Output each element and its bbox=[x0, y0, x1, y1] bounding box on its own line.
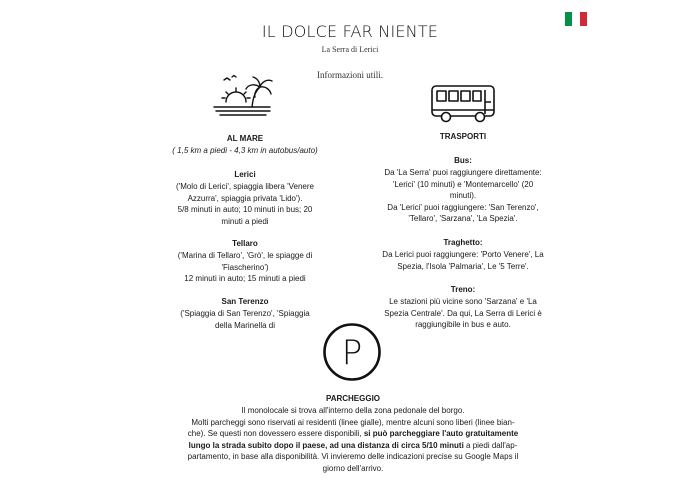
parcheggio-section bbox=[178, 393, 528, 483]
tellaro-line: ('Marina di Tellaro', 'Grò', le spiagge di bbox=[177, 251, 313, 260]
traghetto-heading: Traghetto: bbox=[443, 238, 483, 247]
intro-text: Informazioni utili. bbox=[317, 70, 383, 80]
traghetto-line: Da Lerici puoi raggiungere: 'Porto Venere', La bbox=[382, 250, 544, 259]
parcheggio-heading: PARCHEGGIO bbox=[325, 394, 381, 403]
traghetto-line: Spezia, l'Isola 'Palmaria', Le '5 Terre'. bbox=[397, 261, 529, 271]
tellaro-line: 'Fiascherino') bbox=[221, 262, 269, 272]
trasporti-section bbox=[370, 131, 556, 331]
flag-red-stripe bbox=[580, 12, 587, 26]
al-mare-distance: ( 1,5 km a piedi - 4,3 km in autobus/auto) bbox=[172, 146, 318, 155]
bus-line: Da 'Lerici' puoi raggiungere: 'San Terenzo', bbox=[387, 202, 539, 212]
parking-icon bbox=[322, 322, 382, 382]
lerici-line: ('Molo di Lerici', spiaggia libera 'Venere bbox=[176, 182, 314, 191]
treno-line: Spezia Centrale'. Da qui, La Serra di Lerici è bbox=[384, 308, 542, 318]
parking-letter: P bbox=[341, 333, 363, 373]
page-title: IL DOLCE FAR NIENTE bbox=[261, 22, 439, 41]
flag-white-stripe bbox=[572, 12, 579, 26]
parcheggio-line: partamento, in base alla disponibilità. Vi invieremo delle indicazioni precise su Google Maps il bbox=[187, 452, 519, 461]
san-terenzo-line: della Marinella di bbox=[214, 320, 276, 330]
trasporti-heading: TRASPORTI bbox=[439, 132, 487, 141]
parcheggio-line: Il monolocale si trova all'interno della zona pedonale del borgo. bbox=[241, 406, 465, 415]
parcheggio-line: lungo la strada subito dopo il paese, ad una distanza di circa 5/10 minuti a piedi dall'ap- bbox=[188, 440, 518, 450]
bus-icon bbox=[430, 84, 496, 126]
lerici-line: Azzurra', spiaggia privata 'Lido'). bbox=[187, 193, 303, 203]
treno-heading: Treno: bbox=[450, 285, 476, 294]
san-terenzo-heading: San Terenzo bbox=[221, 297, 269, 306]
parcheggio-line: Molti parcheggi sono riservati ai residenti (linee gialle), mentre alcuni sono liberi (linee bian- bbox=[191, 417, 515, 427]
bus-line: 'Lerici' (10 minuti) e 'Montemarcello' (20 bbox=[392, 179, 534, 189]
bus-heading: Bus: bbox=[454, 156, 472, 165]
treno-line: raggiungibile in bus e auto. bbox=[415, 320, 511, 329]
bus-line: minuti). bbox=[449, 191, 477, 200]
parcheggio-line: che). Se questi non dovessero essere disponibili, si può parcheggiare l'auto gratuitamente bbox=[187, 429, 519, 438]
lerici-line: minuti a piedi bbox=[221, 216, 269, 226]
lerici-heading: Lerici bbox=[234, 170, 256, 179]
tellaro-heading: Tellaro bbox=[232, 239, 258, 248]
flag-green-stripe bbox=[565, 12, 572, 26]
tellaro-line: 12 minuti in auto; 15 minuti a piedi bbox=[184, 274, 306, 283]
al-mare-section bbox=[165, 133, 325, 333]
page-subtitle: La Serra di Lerici bbox=[321, 45, 379, 54]
bus-line: Da 'La Serra' puoi raggiungere direttamente: bbox=[384, 168, 542, 177]
bus-line: 'Tellaro', 'Sarzana', 'La Spezia'. bbox=[408, 214, 518, 223]
lerici-line: 5/8 minuti in auto; 10 minuti in bus; 20 bbox=[177, 205, 313, 214]
italian-flag-icon[interactable] bbox=[565, 12, 587, 26]
san-terenzo-line: ('Spiaggia di San Terenzo', 'Spiaggia bbox=[180, 309, 310, 318]
treno-line: Le stazioni più vicine sono 'Sarzana' e 'La bbox=[389, 297, 537, 306]
parcheggio-line: giorno dell'arrivo. bbox=[322, 463, 384, 473]
beach-icon bbox=[212, 74, 274, 118]
al-mare-heading: AL MARE bbox=[226, 134, 264, 143]
